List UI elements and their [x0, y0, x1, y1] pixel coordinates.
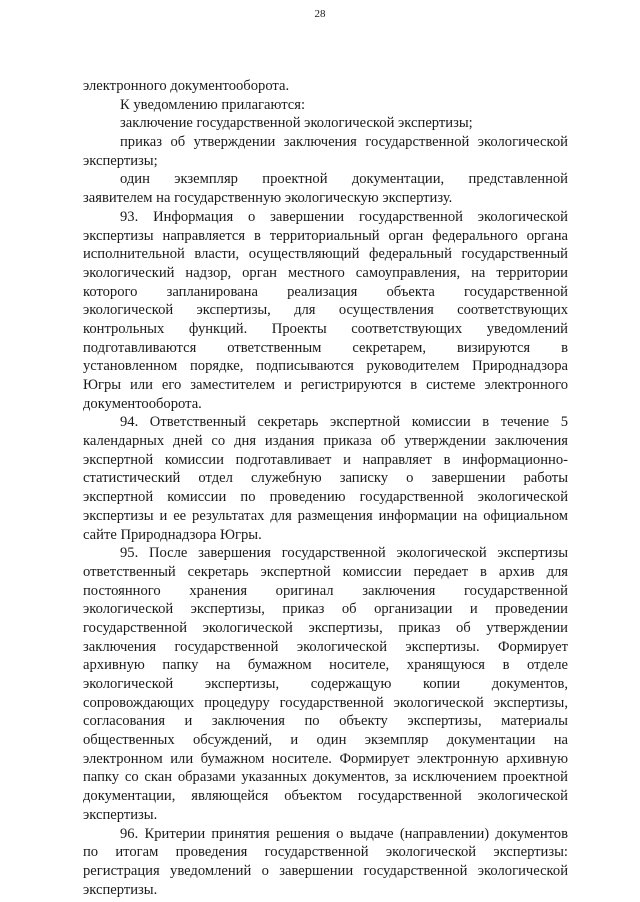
text-line: экспертной комиссии по проведению государственной экологической	[83, 489, 568, 506]
text-line: исполнительной власти, осуществляющий федеральный государственный	[83, 246, 568, 263]
text-line: государственной экологической экспертизы, приказ об утверждении	[83, 619, 568, 636]
text-line: документооборота.	[83, 395, 202, 412]
text-line: согласования и заключения по объекту экспертизы, материалы	[83, 713, 568, 730]
document-body	[83, 77, 568, 899]
text-line: 94. Ответственный секретарь экспертной комиссии в течение 5	[120, 414, 568, 431]
text-line: экспертной комиссии подготавливает и направляет в информационно-	[83, 451, 568, 468]
text-line: экспертизы.	[83, 806, 158, 823]
text-line: регистрация уведомлений о завершении государственной экологической	[83, 862, 568, 879]
text-line: документации, являющейся объектом государственной экологической	[83, 788, 568, 805]
text-line: экспертизы направляется в территориальный орган федерального органа	[83, 227, 568, 244]
text-line: сопровождающих процедуру государственной экологической экспертизы,	[83, 694, 568, 711]
text-line: подготавливаются ответственным секретарем, визируются в	[83, 339, 568, 356]
text-line: 95. После завершения государственной экологической экспертизы	[120, 545, 568, 562]
text-line: календарных дней со дня издания приказа об утверждении заключения	[83, 433, 568, 450]
text-line: экологической экспертизы, для осуществления соответствующих	[83, 302, 568, 319]
text-line: 93. Информация о завершении государственной экологической	[120, 208, 568, 225]
text-line: экспертизы;	[83, 152, 158, 169]
text-line: папку со скан образами указанных документов, за исключением проектной	[83, 769, 568, 786]
text-line: по итогам проведения государственной экологической экспертизы:	[83, 844, 568, 861]
text-line: экологический надзор, орган местного самоуправления, на территории	[83, 264, 568, 281]
text-line: статистический отдел служебную записку о завершении работы	[83, 470, 568, 487]
text-line: Югры или его заместителем и регистрируются в системе электронного	[83, 377, 568, 393]
text-line: архивную папку на бумажном носителе, хранящуюся в отделе	[83, 657, 568, 674]
text-line: электронного документооборота.	[83, 78, 290, 94]
text-line: экологической экспертизы, содержащую копии документов,	[83, 676, 568, 692]
text-line: общественных обсуждений, и один экземпляр документации на	[83, 732, 568, 749]
text-line: приказ об утверждении заключения государственной экологической	[120, 134, 568, 151]
text-line: сайте Природнадзора Югры.	[83, 526, 262, 543]
text-line: К уведомлению прилагаются:	[120, 96, 306, 113]
text-line: ответственный секретарь экспертной комиссии передает в архив для	[83, 563, 568, 580]
text-line: электронном или бумажном носителе. Формирует электронную архивную	[83, 750, 568, 767]
text-line: контрольных функций. Проекты соответствующих уведомлений	[83, 320, 568, 337]
text-line: установленном порядке, подписываются руководителем Природнадзора	[83, 358, 568, 375]
text-line: постоянного хранения оригинал заключения государственной	[83, 582, 568, 599]
text-line: экологической экспертизы, приказ об организации и проведении	[83, 601, 568, 618]
text-line: заключение государственной экологической экспертизы;	[120, 115, 473, 132]
text-line: один экземпляр проектной документации, представленной	[120, 171, 568, 188]
text-line: заявителем на государственную экологическую экспертизу.	[83, 190, 453, 207]
text-line: заключения государственной экологической экспертизы. Формирует	[83, 638, 568, 655]
text-line: экспертизы и ее результатах для размещения информации на официальном	[83, 507, 568, 524]
text-line: которого запланирована реализация объекта государственной	[83, 283, 568, 300]
page-number: 28	[314, 8, 326, 20]
text-line: экспертизы.	[83, 881, 158, 898]
text-line: 96. Критерии принятия решения о выдаче (направлении) документов	[120, 825, 568, 842]
